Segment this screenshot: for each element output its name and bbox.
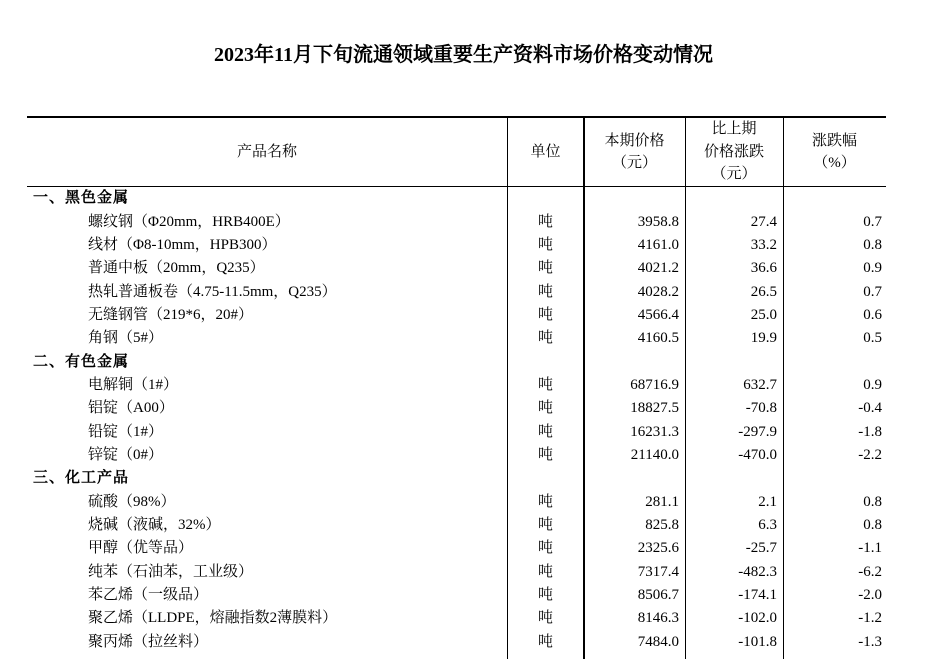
current-price-cell: 18827.5 — [630, 400, 679, 417]
unit-cell: 吨 — [537, 306, 553, 323]
current-price-cell: 281.1 — [645, 493, 679, 510]
price-change-cell: -70.8 — [745, 400, 777, 417]
header-change-pct-line: 涨跌幅 — [811, 132, 857, 149]
column-divider — [583, 118, 585, 659]
unit-cell: 吨 — [537, 446, 553, 463]
header-current-price-line: 本期价格 — [604, 132, 665, 149]
header-unit-line: 单位 — [530, 143, 561, 160]
price-change-cell: 33.2 — [750, 236, 777, 253]
table-row — [27, 514, 886, 537]
table-row — [27, 304, 886, 327]
current-price-cell: 825.8 — [645, 516, 679, 533]
unit-cell: 吨 — [537, 283, 553, 300]
change-pct-cell: 0.5 — [863, 330, 882, 347]
product-name-cell: 线材（Φ8-10mm，HPB300） — [88, 236, 277, 253]
header-price-change-line: 价格涨跌 — [703, 143, 764, 160]
current-price-cell: 7317.4 — [637, 563, 679, 580]
header-product-name — [27, 118, 507, 186]
current-price-cell: 8146.3 — [637, 610, 679, 627]
table-row — [27, 234, 886, 257]
product-name-cell: 螺纹钢（Φ20mm，HRB400E） — [88, 213, 290, 230]
current-price-cell: 68716.9 — [630, 376, 679, 393]
product-name-cell: 角钢（5#） — [88, 330, 164, 347]
change-pct-cell: -2.0 — [858, 587, 882, 604]
price-change-cell: -470.0 — [738, 446, 777, 463]
price-change-cell: 6.3 — [758, 516, 777, 533]
product-name-cell: 甲醇（优等品） — [88, 540, 194, 557]
price-change-cell: 26.5 — [750, 283, 777, 300]
change-pct-cell: 0.7 — [863, 213, 882, 230]
unit-cell: 吨 — [537, 633, 553, 650]
product-name-cell: 聚丙烯（拉丝料） — [88, 633, 209, 650]
product-name-cell: 普通中板（20mm，Q235） — [88, 260, 265, 277]
change-pct-cell: 0.6 — [863, 306, 882, 323]
change-pct-cell: -1.1 — [858, 540, 882, 557]
unit-cell: 吨 — [537, 330, 553, 347]
table-row — [27, 210, 886, 233]
product-name-cell: 铅锭（1#） — [88, 423, 164, 440]
header-price-change-unit: （元） — [711, 166, 757, 183]
unit-cell: 吨 — [537, 423, 553, 440]
product-name-cell: 苯乙烯（一级品） — [88, 587, 209, 604]
change-pct-cell: -1.8 — [858, 423, 882, 440]
price-change-cell: -174.1 — [738, 587, 777, 604]
table-row — [27, 490, 886, 513]
change-pct-cell: 0.8 — [863, 493, 882, 510]
table-row — [27, 397, 886, 420]
table-row — [27, 631, 886, 654]
header-price-change — [685, 118, 783, 186]
category-row — [27, 467, 886, 490]
unit-cell: 吨 — [537, 260, 553, 277]
table-row — [27, 584, 886, 607]
column-divider — [685, 118, 686, 659]
table-row — [27, 374, 886, 397]
current-price-cell: 4161.0 — [637, 236, 679, 253]
change-pct-cell: -0.4 — [858, 400, 882, 417]
table-row — [27, 444, 886, 467]
unit-cell: 吨 — [537, 587, 553, 604]
change-pct-cell: -6.2 — [858, 563, 882, 580]
current-price-cell: 4160.5 — [637, 330, 679, 347]
current-price-cell: 4021.2 — [637, 260, 679, 277]
product-name-cell: 锌锭（0#） — [88, 446, 164, 463]
price-change-cell: 19.9 — [750, 330, 777, 347]
current-price-cell: 2325.6 — [637, 540, 679, 557]
change-pct-cell: 0.8 — [863, 516, 882, 533]
current-price-cell: 3958.8 — [637, 213, 679, 230]
current-price-cell: 7484.0 — [637, 633, 679, 650]
unit-cell: 吨 — [537, 236, 553, 253]
table-row — [27, 280, 886, 303]
table-row — [27, 420, 886, 443]
table-row — [27, 561, 886, 584]
current-price-cell: 8506.7 — [637, 587, 679, 604]
price-change-cell: 2.1 — [758, 493, 777, 510]
current-price-cell: 21140.0 — [630, 446, 679, 463]
header-current-price — [584, 118, 685, 186]
product-name-cell: 电解铜（1#） — [88, 376, 179, 393]
table-body — [27, 187, 886, 654]
table-header — [27, 118, 886, 187]
price-change-cell: -101.8 — [738, 633, 777, 650]
table-row — [27, 327, 886, 350]
unit-cell: 吨 — [537, 376, 553, 393]
header-change-pct — [783, 118, 886, 186]
change-pct-cell: 0.9 — [863, 376, 882, 393]
category-row — [27, 187, 886, 210]
category-name: 一、黑色金属 — [33, 190, 130, 207]
product-name-cell: 纯苯（石油苯，工业级） — [88, 563, 254, 580]
price-change-cell: 27.4 — [750, 213, 777, 230]
change-pct-cell: -1.3 — [858, 633, 882, 650]
current-price-cell: 4566.4 — [637, 306, 679, 323]
table-row — [27, 537, 886, 560]
price-table — [27, 116, 886, 659]
unit-cell: 吨 — [537, 563, 553, 580]
product-name-cell: 铝锭（A00） — [88, 400, 174, 417]
current-price-cell: 16231.3 — [630, 423, 679, 440]
product-name-cell: 硫酸（98%） — [88, 493, 176, 510]
column-divider — [783, 118, 784, 659]
current-price-cell: 4028.2 — [637, 283, 679, 300]
header-unit — [507, 118, 584, 186]
price-change-cell: 36.6 — [750, 260, 777, 277]
header-price-change-line: 比上期 — [711, 121, 757, 138]
change-pct-cell: 0.9 — [863, 260, 882, 277]
product-name-cell: 烧碱（液碱，32%） — [88, 516, 221, 533]
category-name: 二、有色金属 — [33, 353, 130, 370]
price-change-cell: -102.0 — [738, 610, 777, 627]
document-title: 2023年11月下旬流通领域重要生产资料市场价格变动情况 — [214, 44, 713, 66]
header-product-name-line: 产品名称 — [236, 143, 297, 160]
price-change-cell: -25.7 — [745, 540, 777, 557]
header-change-pct-unit: （%） — [813, 155, 856, 171]
category-row — [27, 350, 886, 373]
table-row — [27, 607, 886, 630]
price-change-cell: -297.9 — [738, 423, 777, 440]
change-pct-cell: -2.2 — [858, 446, 882, 463]
product-name-cell: 聚乙烯（LLDPE，熔融指数2薄膜料） — [88, 610, 338, 627]
header-current-price-unit: （元） — [611, 155, 657, 171]
unit-cell: 吨 — [537, 213, 553, 230]
change-pct-cell: -1.2 — [858, 610, 882, 627]
unit-cell: 吨 — [537, 540, 553, 557]
unit-cell: 吨 — [537, 400, 553, 417]
price-change-cell: 632.7 — [743, 376, 777, 393]
unit-cell: 吨 — [537, 610, 553, 627]
change-pct-cell: 0.8 — [863, 236, 882, 253]
price-change-cell: 25.0 — [750, 306, 777, 323]
price-change-cell: -482.3 — [738, 563, 777, 580]
column-divider — [507, 118, 508, 659]
product-name-cell: 热轧普通板卷（4.75-11.5mm，Q235） — [88, 283, 337, 300]
table-row — [27, 257, 886, 280]
category-name: 三、化工产品 — [33, 470, 130, 487]
unit-cell: 吨 — [537, 493, 553, 510]
change-pct-cell: 0.7 — [863, 283, 882, 300]
unit-cell: 吨 — [537, 516, 553, 533]
product-name-cell: 无缝钢管（219*6，20#） — [88, 306, 254, 323]
